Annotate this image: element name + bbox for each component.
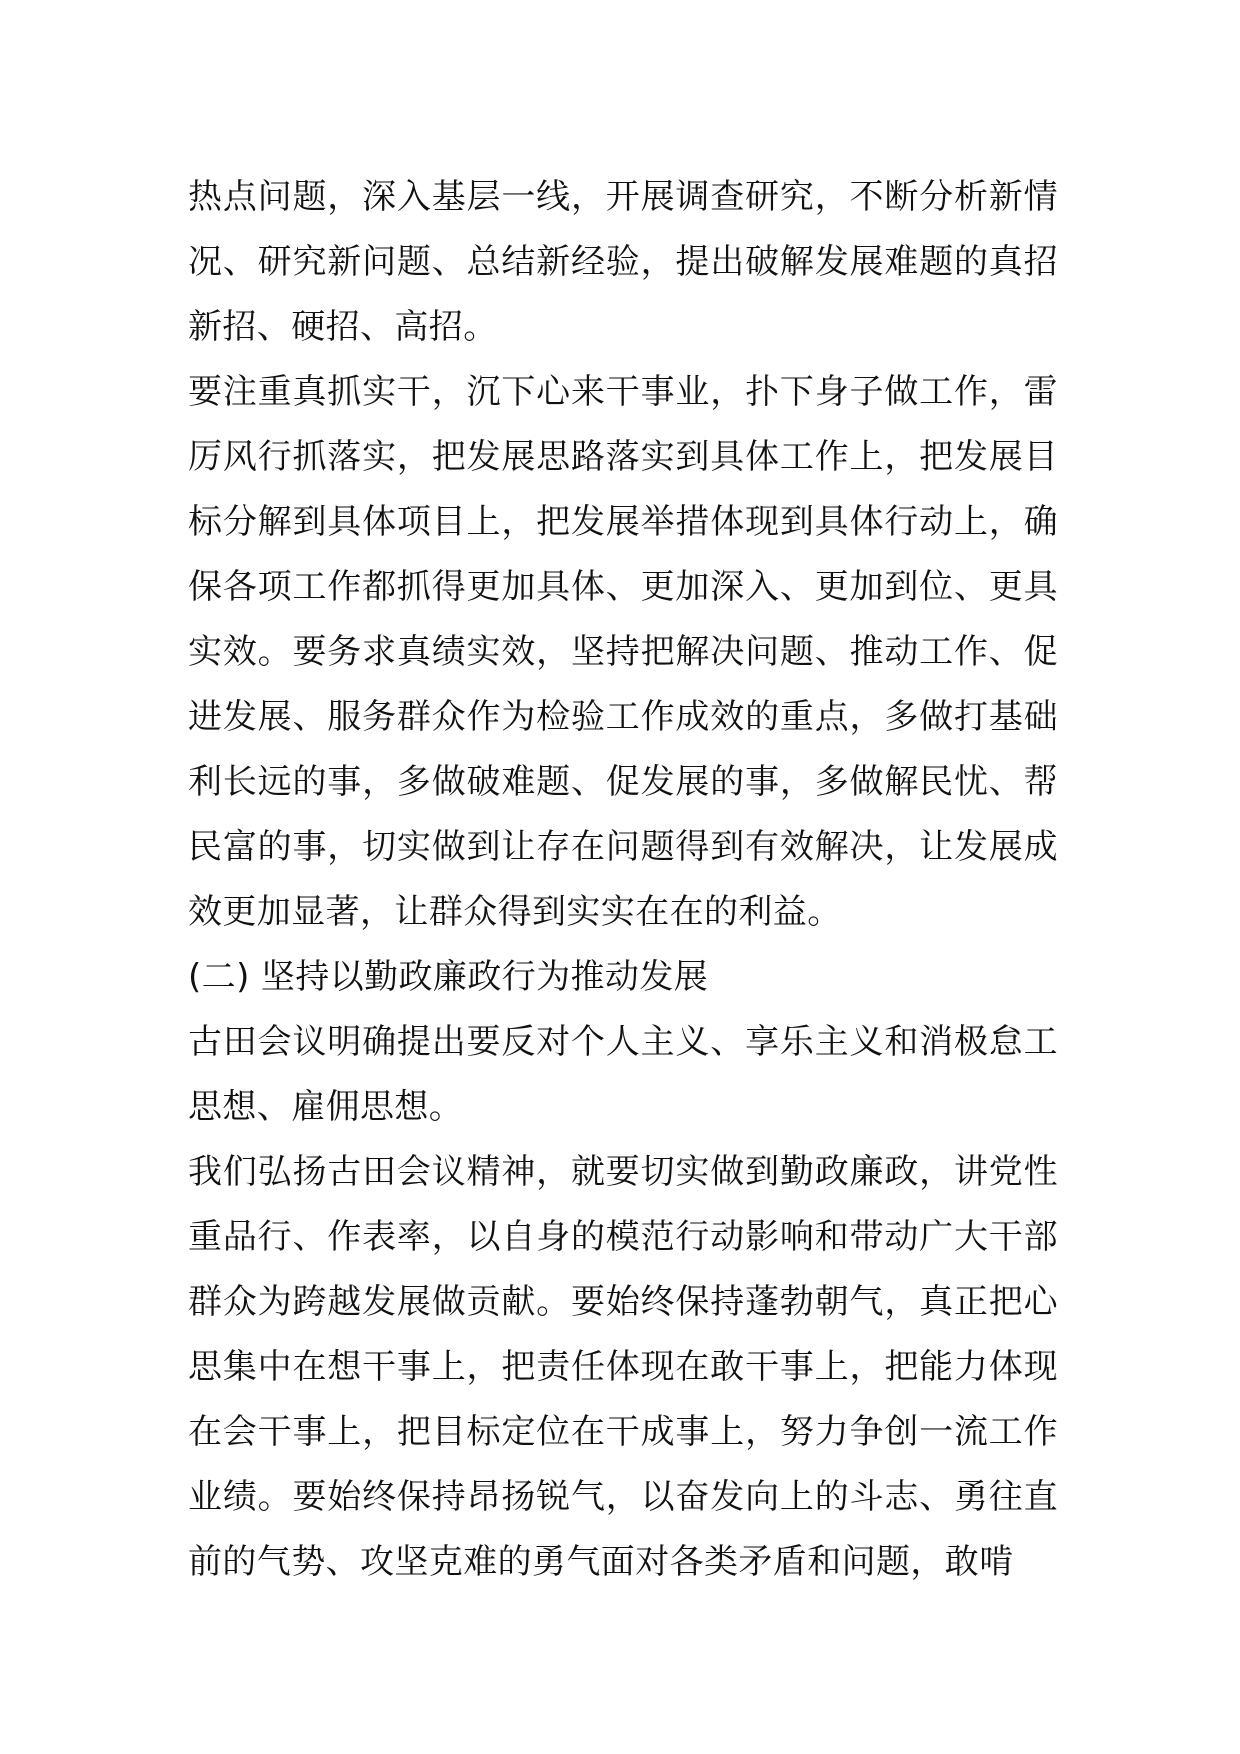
paragraph-gutian-meeting: 古田会议明确提出要反对个人主义、享乐主义和消极怠工思想、雇佣思想。 [188, 1022, 1058, 1127]
document-body [188, 165, 1058, 1595]
paragraph-hotspot-issues: 热点问题，深入基层一线，开展调查研究，不断分析新情况、研究新问题、总结新经验，提出破解发展难题的真招新招、硬招、高招。 [188, 177, 1058, 347]
section-heading-diligence: (二) 坚持以勤政廉政行为推动发展 [188, 957, 709, 997]
paragraph-carry-forward-spirit: 我们弘扬古田会议精神，就要切实做到勤政廉政，讲党性重品行、作表率，以自身的模范行动影响和带动广大干部群众为跨越发展做贡献。要始终保持蓬勃朝气，真正把心思集中在想干事上，把责任体现在敢干事上，把能力体现在会干事上，把目标定位在干成事上，努力争创一流工作业绩。要始终保持昂扬锐气，以奋发向上的斗志、勇往直前的气势、攻坚克难的勇气面对各类矛盾和问题，敢啃 [188, 1152, 1058, 1582]
paragraph-real-work: 要注重真抓实干，沉下心来干事业，扑下身子做工作，雷厉风行抓落实，把发展思路落实到具体工作上，把发展目标分解到具体项目上，把发展举措体现到具体行动上，确保各项工作都抓得更加具体、更加深入、更加到位、更具实效。要务求真绩实效，坚持把解决问题、推动工作、促进发展、服务群众作为检验工作成效的重点，多做打基础利长远的事，多做破难题、促发展的事，多做解民忧、帮民富的事，切实做到让存在问题得到有效解决，让发展成效更加显著，让群众得到实实在在的利益。 [188, 372, 1058, 932]
